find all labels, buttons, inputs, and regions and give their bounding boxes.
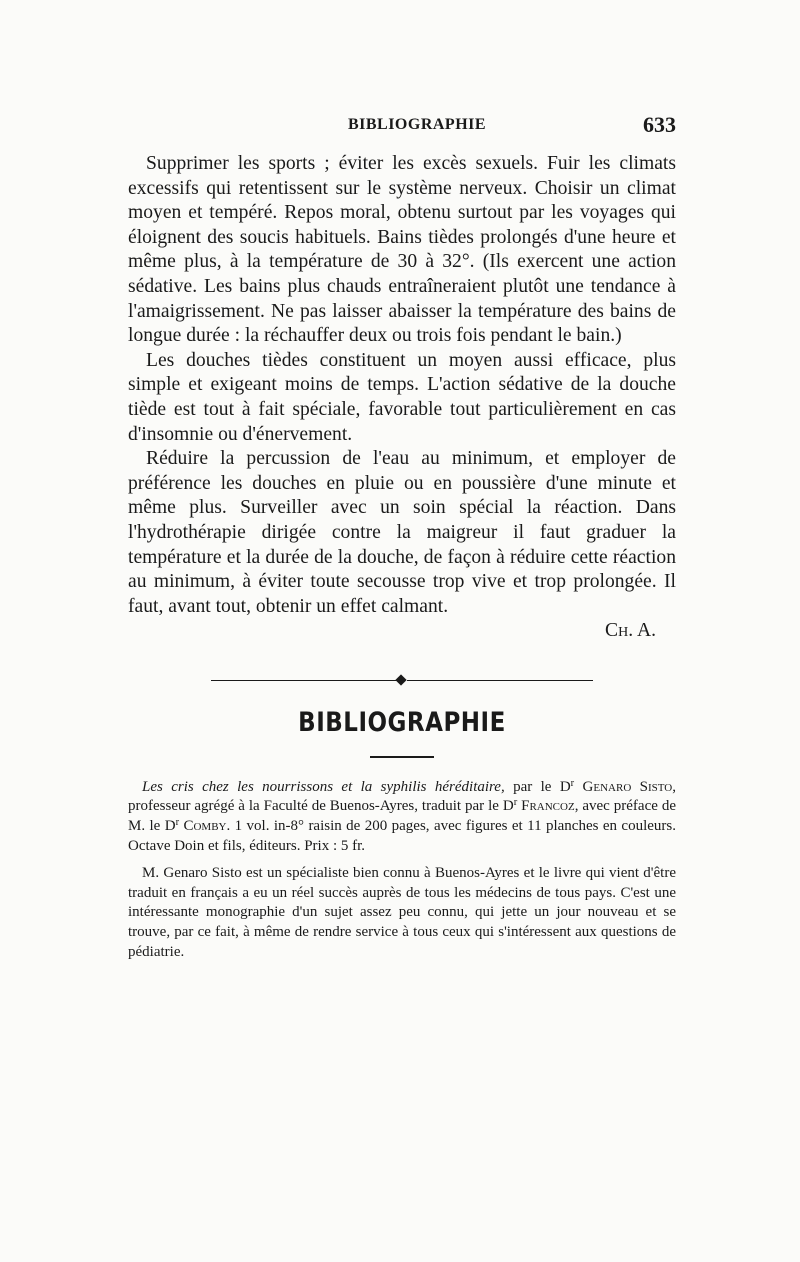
- section-title: BIBLIOGRAPHIE: [298, 707, 506, 738]
- dr-superscript: r: [513, 797, 518, 809]
- paragraph: Réduire la percussion de l'eau au minimum, et employer de préférence les douches en pluie ou en poussière d'une minute et même plus. Surveiller avec un soin spécial la réaction. Dans l'hydrothérapie dirigée contre la maigreur il faut graduer la température et la durée de la douche, de façon à réduire cette réaction au minimum, à éviter toute secousse trop vive et trop prolongée. Il faut, avant tout, obtenir un effet calmant.: [128, 448, 676, 617]
- author-name: Genaro Sisto: [574, 778, 673, 795]
- preface-author: Comby: [179, 818, 227, 835]
- translator-name: Francoz: [517, 798, 575, 815]
- paragraph: Supprimer les sports ; éviter les excès sexuels. Fuir les climats excessifs qui retentissent sur le système nerveux. Choisir un climat moyen et tempéré. Repos moral, obtenu surtout par les voyages qui éloignent des soucis habituels. Bains tièdes prolongés d'une heure et même plus, à la température de 30 à 32°. (Ils exercent une action sédative. Les bains plus chauds entraîneraient plutôt une tendance à l'amaigrissement. Ne pas laisser abaisser la température des bains de longue durée : la réchauffer deux ou trois fois pendant le bain.): [128, 153, 676, 347]
- running-title: BIBLIOGRAPHIE: [347, 116, 487, 133]
- article-body: [128, 152, 676, 619]
- book-details: . 1 vol. in-8° raisin de 200 pages, avec figures et 11 planches en couleurs. Octave Doin et fils, éditeurs. Prix : 5 fr.: [128, 818, 676, 854]
- book-title: Les cris chez les nourrissons et la syphilis héréditaire,: [142, 778, 505, 795]
- author-description: , professeur agrégé à la Faculté de Buenos-Ayres, traduit par le D: [128, 778, 676, 815]
- rule-line-left: [211, 680, 397, 682]
- dr-superscript: r: [175, 817, 180, 829]
- article-signature: Ch. A.: [605, 620, 656, 642]
- book-review: [128, 778, 676, 962]
- paragraph: Les douches tièdes constituent un moyen aussi efficace, plus simple et exigeant moins de temps. L'action sédative de la douche tiède est tout à fait spéciale, favorable tout particulièrement en cas d'insomnie ou d'énervement.: [128, 349, 676, 445]
- page: [128, 112, 676, 962]
- page-number: 633: [643, 112, 676, 137]
- section-rule: [370, 756, 434, 758]
- ornamental-rule: [211, 674, 593, 688]
- rule-line-right: [407, 680, 593, 682]
- diamond-ornament-icon: [395, 674, 406, 685]
- running-head: [128, 112, 676, 144]
- dr-superscript: r: [570, 777, 575, 789]
- book-reference: [128, 778, 676, 856]
- ref-by: par le D: [504, 778, 571, 795]
- review-text: M. Genaro Sisto est un spécialiste bien connu à Buenos-Ayres et le livre qui vient d'être traduit en français a eu un réel succès auprès de tous les médecins de tous pays. C'est une intéressante monographie d'un sujet assez peu connu, qui jette un jour nouveau et se trouve, par ce fait, à même de rendre service à tous ceux qui s'intéressent aux questions de pédiatrie.: [128, 865, 676, 960]
- preface-text: , avec préface de M. le D: [128, 798, 676, 835]
